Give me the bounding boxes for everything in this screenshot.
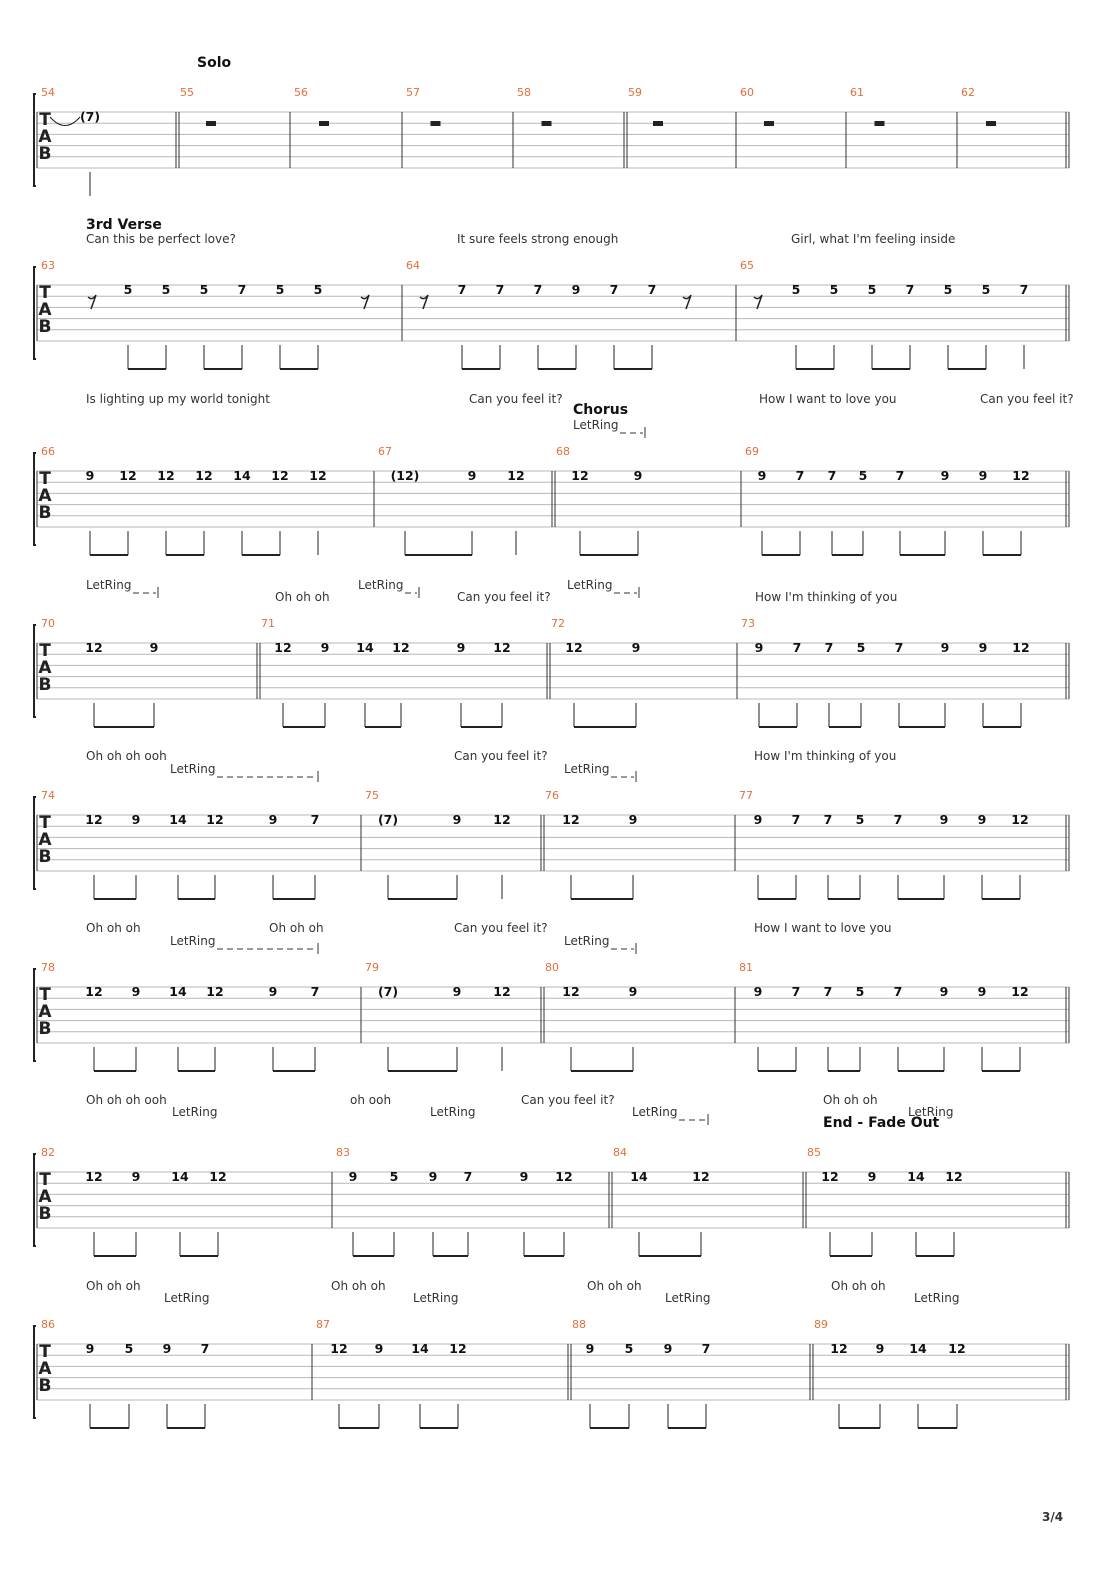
measure-number: 60 <box>740 86 754 99</box>
fret-number: 12 <box>1011 812 1029 827</box>
fret-number: 5 <box>855 984 865 999</box>
lyric-line: How I'm thinking of you <box>755 590 898 604</box>
section-label: 3rd Verse <box>86 217 162 233</box>
staff-system <box>34 587 1069 727</box>
lyric-line: Oh oh oh <box>86 1279 141 1293</box>
lyric-line: Oh oh oh ooh <box>86 749 167 763</box>
tab-clef-letter: A <box>38 127 52 147</box>
fret-number: 5 <box>275 282 285 297</box>
fret-number: 9 <box>452 984 462 999</box>
fret-number: 12 <box>821 1169 839 1184</box>
staff-system <box>34 427 1069 555</box>
measure-number: 85 <box>807 1146 821 1159</box>
fret-number: 9 <box>467 468 477 483</box>
fret-number: 9 <box>940 468 950 483</box>
fret-number: 9 <box>85 468 95 483</box>
rest-mark <box>206 121 216 126</box>
fret-number: (12) <box>390 468 420 483</box>
fret-number: 12 <box>85 640 103 655</box>
lyric-line: Girl, what I'm feeling inside <box>791 232 956 246</box>
staff-system <box>34 1318 1069 1428</box>
fret-number: 12 <box>85 1169 103 1184</box>
fret-number: 9 <box>628 812 638 827</box>
measure-number: 61 <box>850 86 864 99</box>
measure-number: 67 <box>378 445 392 458</box>
fret-number: 9 <box>131 984 141 999</box>
measure-number: 57 <box>406 86 420 99</box>
lyric-line: oh ooh <box>350 1093 392 1107</box>
system-bracket <box>34 94 36 186</box>
tab-clef-letter: B <box>38 1019 52 1039</box>
rest-mark <box>875 121 885 126</box>
fret-number: 12 <box>309 468 327 483</box>
fret-number: 12 <box>571 468 589 483</box>
let-ring-label: LetRing <box>170 934 216 948</box>
fret-number: 7 <box>827 468 837 483</box>
measure-number: 70 <box>41 617 55 630</box>
fret-number: 14 <box>356 640 374 655</box>
fret-number: 12 <box>565 640 583 655</box>
let-ring-label: LetRing <box>86 578 132 592</box>
fret-number: 12 <box>948 1341 966 1356</box>
measure-number: 59 <box>628 86 642 99</box>
fret-number: 12 <box>493 640 511 655</box>
fret-number: 5 <box>791 282 801 297</box>
fret-number: 7 <box>701 1341 711 1356</box>
system-bracket <box>34 625 36 717</box>
system-bracket <box>34 1154 36 1246</box>
measure-number: 56 <box>294 86 308 99</box>
tab-clef-letter: A <box>38 1187 52 1207</box>
measure-number: 66 <box>41 445 55 458</box>
fret-number: 9 <box>977 984 987 999</box>
let-ring-label: LetRing <box>358 578 404 592</box>
fret-number: 12 <box>1012 468 1030 483</box>
tab-clef-letter: T <box>39 110 51 130</box>
fret-number: 5 <box>124 1341 134 1356</box>
tab-clef-letter: B <box>38 675 52 695</box>
fret-number: 9 <box>585 1341 595 1356</box>
measure-number: 62 <box>961 86 975 99</box>
fret-number: 7 <box>795 468 805 483</box>
fret-number: 14 <box>171 1169 189 1184</box>
tab-clef-letter: A <box>38 1002 52 1022</box>
fret-number: 12 <box>830 1341 848 1356</box>
let-ring-label: LetRing <box>564 934 610 948</box>
let-ring-label: LetRing <box>430 1105 476 1119</box>
fret-number: 9 <box>452 812 462 827</box>
fret-number: 7 <box>609 282 619 297</box>
fret-number: 9 <box>867 1169 877 1184</box>
fret-number: 7 <box>647 282 657 297</box>
fret-number: 12 <box>85 812 103 827</box>
section-label: Chorus <box>573 402 629 418</box>
fret-number: 9 <box>519 1169 529 1184</box>
fret-number: 12 <box>555 1169 573 1184</box>
tab-clef-letter: T <box>39 1342 51 1362</box>
system-bracket <box>34 1326 36 1418</box>
fret-number: 9 <box>631 640 641 655</box>
fret-number: 9 <box>456 640 466 655</box>
tab-clef-letter: T <box>39 813 51 833</box>
fret-number: 5 <box>624 1341 634 1356</box>
fret-number: 7 <box>791 984 801 999</box>
tab-clef-letter: T <box>39 283 51 303</box>
rest-mark <box>986 121 996 126</box>
measure-number: 63 <box>41 259 55 272</box>
measure-number: 68 <box>556 445 570 458</box>
fret-number: 5 <box>856 640 866 655</box>
measure-number: 71 <box>261 617 275 630</box>
fret-number: 12 <box>692 1169 710 1184</box>
fret-number: 14 <box>907 1169 925 1184</box>
measure-number: 82 <box>41 1146 55 1159</box>
lyric-line: Can you feel it? <box>457 590 551 604</box>
let-ring-label: LetRing <box>573 418 619 432</box>
staff-system <box>34 86 1069 196</box>
measure-number: 86 <box>41 1318 55 1331</box>
tab-clef-letter: A <box>38 658 52 678</box>
measure-number: 88 <box>572 1318 586 1331</box>
fret-number: 9 <box>428 1169 438 1184</box>
let-ring-label: LetRing <box>567 578 613 592</box>
fret-number: 9 <box>628 984 638 999</box>
fret-number: 12 <box>1011 984 1029 999</box>
fret-number: 9 <box>131 1169 141 1184</box>
let-ring-label: LetRing <box>172 1105 218 1119</box>
fret-number: 9 <box>348 1169 358 1184</box>
lyric-line: How I'm thinking of you <box>754 749 897 763</box>
lyric-line: Can you feel it? <box>469 392 563 406</box>
rest-mark <box>653 121 663 126</box>
measure-number: 84 <box>613 1146 627 1159</box>
fret-number: 14 <box>233 468 251 483</box>
fret-number: 12 <box>271 468 289 483</box>
fret-number: 12 <box>274 640 292 655</box>
fret-number: 5 <box>389 1169 399 1184</box>
fret-number: 7 <box>1019 282 1029 297</box>
lyric-line: Oh oh oh <box>275 590 330 604</box>
fret-number: 9 <box>374 1341 384 1356</box>
fret-number: 12 <box>493 984 511 999</box>
fret-number: (7) <box>377 984 399 999</box>
fret-number: 12 <box>392 640 410 655</box>
lyric-line: Can you feel it? <box>980 392 1074 406</box>
fret-number: 9 <box>633 468 643 483</box>
section-label: End - Fade Out <box>823 1115 940 1131</box>
fret-number: 7 <box>792 640 802 655</box>
measure-number: 69 <box>745 445 759 458</box>
lyric-line: Can you feel it? <box>521 1093 615 1107</box>
rest-mark <box>542 121 552 126</box>
fret-number: 14 <box>411 1341 429 1356</box>
page-number: 3/4 <box>1042 1510 1064 1524</box>
measure-number: 74 <box>41 789 55 802</box>
lyric-line: Oh oh oh <box>331 1279 386 1293</box>
fret-number: 12 <box>1012 640 1030 655</box>
staff-system <box>34 943 1069 1071</box>
rest-mark <box>764 121 774 126</box>
fret-number: 5 <box>199 282 209 297</box>
tab-clef-letter: B <box>38 1204 52 1224</box>
fret-number: 7 <box>463 1169 473 1184</box>
fret-number: 5 <box>981 282 991 297</box>
fret-number: 9 <box>757 468 767 483</box>
fret-number: 9 <box>940 640 950 655</box>
lyric-line: Oh oh oh ooh <box>86 1093 167 1107</box>
fret-number: 12 <box>330 1341 348 1356</box>
fret-number: 12 <box>85 984 103 999</box>
lyric-line: It sure feels strong enough <box>457 232 619 246</box>
tab-clef-letter: T <box>39 469 51 489</box>
fret-number: 12 <box>119 468 137 483</box>
fret-number: 5 <box>858 468 868 483</box>
fret-number: 12 <box>206 984 224 999</box>
fret-number: 9 <box>663 1341 673 1356</box>
measure-number: 72 <box>551 617 565 630</box>
fret-number: 9 <box>977 812 987 827</box>
fret-number: 7 <box>495 282 505 297</box>
let-ring-label: LetRing <box>665 1291 711 1305</box>
fret-number: 7 <box>895 468 905 483</box>
lyric-line: Oh oh oh <box>86 921 141 935</box>
measure-number: 64 <box>406 259 420 272</box>
let-ring-label: LetRing <box>908 1105 954 1119</box>
fret-number: 9 <box>753 812 763 827</box>
tab-clef-letter: B <box>38 317 52 337</box>
fret-number: 5 <box>313 282 323 297</box>
fret-number: 9 <box>85 1341 95 1356</box>
tie-arc <box>50 117 80 126</box>
tab-clef-letter: T <box>39 985 51 1005</box>
fret-number: (7) <box>79 109 101 124</box>
system-bracket <box>34 969 36 1061</box>
fret-number: 12 <box>157 468 175 483</box>
fret-number: 5 <box>829 282 839 297</box>
fret-number: 12 <box>562 812 580 827</box>
tab-clef-letter: A <box>38 830 52 850</box>
fret-number: 9 <box>571 282 581 297</box>
tab-clef-letter: A <box>38 486 52 506</box>
measure-number: 83 <box>336 1146 350 1159</box>
fret-number: 5 <box>161 282 171 297</box>
let-ring-label: LetRing <box>632 1105 678 1119</box>
tab-clef-letter: B <box>38 144 52 164</box>
rest-mark <box>319 121 329 126</box>
measure-number: 79 <box>365 961 379 974</box>
system-bracket <box>34 267 36 359</box>
let-ring-label: LetRing <box>914 1291 960 1305</box>
staff-system <box>34 259 1069 369</box>
fret-number: 9 <box>754 640 764 655</box>
fret-number: 9 <box>149 640 159 655</box>
lyric-line: How I want to love you <box>759 392 897 406</box>
fret-number: 12 <box>195 468 213 483</box>
fret-number: 7 <box>533 282 543 297</box>
staff-system <box>34 1114 1069 1256</box>
system-bracket <box>34 797 36 889</box>
fret-number: 7 <box>824 640 834 655</box>
rest-mark <box>431 121 441 126</box>
fret-number: 5 <box>867 282 877 297</box>
lyric-line: Can this be perfect love? <box>86 232 236 246</box>
staff-system <box>34 771 1069 899</box>
let-ring-label: LetRing <box>170 762 216 776</box>
fret-number: 12 <box>562 984 580 999</box>
fret-number: 9 <box>875 1341 885 1356</box>
tab-clef-letter: A <box>38 1359 52 1379</box>
fret-number: 9 <box>131 812 141 827</box>
fret-number: 7 <box>310 812 320 827</box>
system-bracket <box>34 453 36 545</box>
fret-number: 7 <box>237 282 247 297</box>
fret-number: 12 <box>209 1169 227 1184</box>
lyric-line: Oh oh oh <box>587 1279 642 1293</box>
fret-number: 9 <box>268 984 278 999</box>
measure-number: 58 <box>517 86 531 99</box>
measure-number: 75 <box>365 789 379 802</box>
fret-number: 9 <box>978 640 988 655</box>
section-label: Solo <box>197 55 232 71</box>
tab-clef-letter: B <box>38 1376 52 1396</box>
fret-number: 7 <box>823 984 833 999</box>
fret-number: 5 <box>855 812 865 827</box>
fret-number: 9 <box>162 1341 172 1356</box>
fret-number: 14 <box>909 1341 927 1356</box>
measure-number: 55 <box>180 86 194 99</box>
measure-number: 65 <box>740 259 754 272</box>
lyric-line: Can you feel it? <box>454 921 548 935</box>
fret-number: 12 <box>493 812 511 827</box>
fret-number: 7 <box>893 984 903 999</box>
fret-number: 9 <box>753 984 763 999</box>
fret-number: 7 <box>894 640 904 655</box>
fret-number: 14 <box>630 1169 648 1184</box>
fret-number: 14 <box>169 812 187 827</box>
let-ring-label: LetRing <box>413 1291 459 1305</box>
fret-number: 12 <box>206 812 224 827</box>
measure-number: 77 <box>739 789 753 802</box>
measure-number: 54 <box>41 86 55 99</box>
fret-number: 7 <box>457 282 467 297</box>
fret-number: 9 <box>939 812 949 827</box>
measure-number: 80 <box>545 961 559 974</box>
lyric-line: Oh oh oh <box>269 921 324 935</box>
fret-number: (7) <box>377 812 399 827</box>
measure-number: 73 <box>741 617 755 630</box>
lyric-line: How I want to love you <box>754 921 892 935</box>
fret-number: 7 <box>200 1341 210 1356</box>
fret-number: 12 <box>945 1169 963 1184</box>
measure-number: 78 <box>41 961 55 974</box>
fret-number: 12 <box>507 468 525 483</box>
tab-clef-letter: B <box>38 503 52 523</box>
fret-number: 9 <box>939 984 949 999</box>
fret-number: 9 <box>978 468 988 483</box>
tab-clef-letter: B <box>38 847 52 867</box>
lyric-line: Oh oh oh <box>831 1279 886 1293</box>
fret-number: 7 <box>791 812 801 827</box>
lyric-line: Can you feel it? <box>454 749 548 763</box>
tab-clef-letter: T <box>39 641 51 661</box>
measure-number: 89 <box>814 1318 828 1331</box>
tab-clef-letter: T <box>39 1170 51 1190</box>
let-ring-label: LetRing <box>564 762 610 776</box>
measure-number: 76 <box>545 789 559 802</box>
measure-number: 87 <box>316 1318 330 1331</box>
tab-clef-letter: A <box>38 300 52 320</box>
lyric-line: Is lighting up my world tonight <box>86 392 270 406</box>
lyric-line: Oh oh oh <box>823 1093 878 1107</box>
fret-number: 14 <box>169 984 187 999</box>
fret-number: 5 <box>123 282 133 297</box>
fret-number: 7 <box>310 984 320 999</box>
let-ring-label: LetRing <box>164 1291 210 1305</box>
measure-number: 81 <box>739 961 753 974</box>
fret-number: 9 <box>268 812 278 827</box>
fret-number: 7 <box>823 812 833 827</box>
fret-number: 9 <box>320 640 330 655</box>
fret-number: 5 <box>943 282 953 297</box>
fret-number: 7 <box>905 282 915 297</box>
fret-number: 7 <box>893 812 903 827</box>
fret-number: 12 <box>449 1341 467 1356</box>
